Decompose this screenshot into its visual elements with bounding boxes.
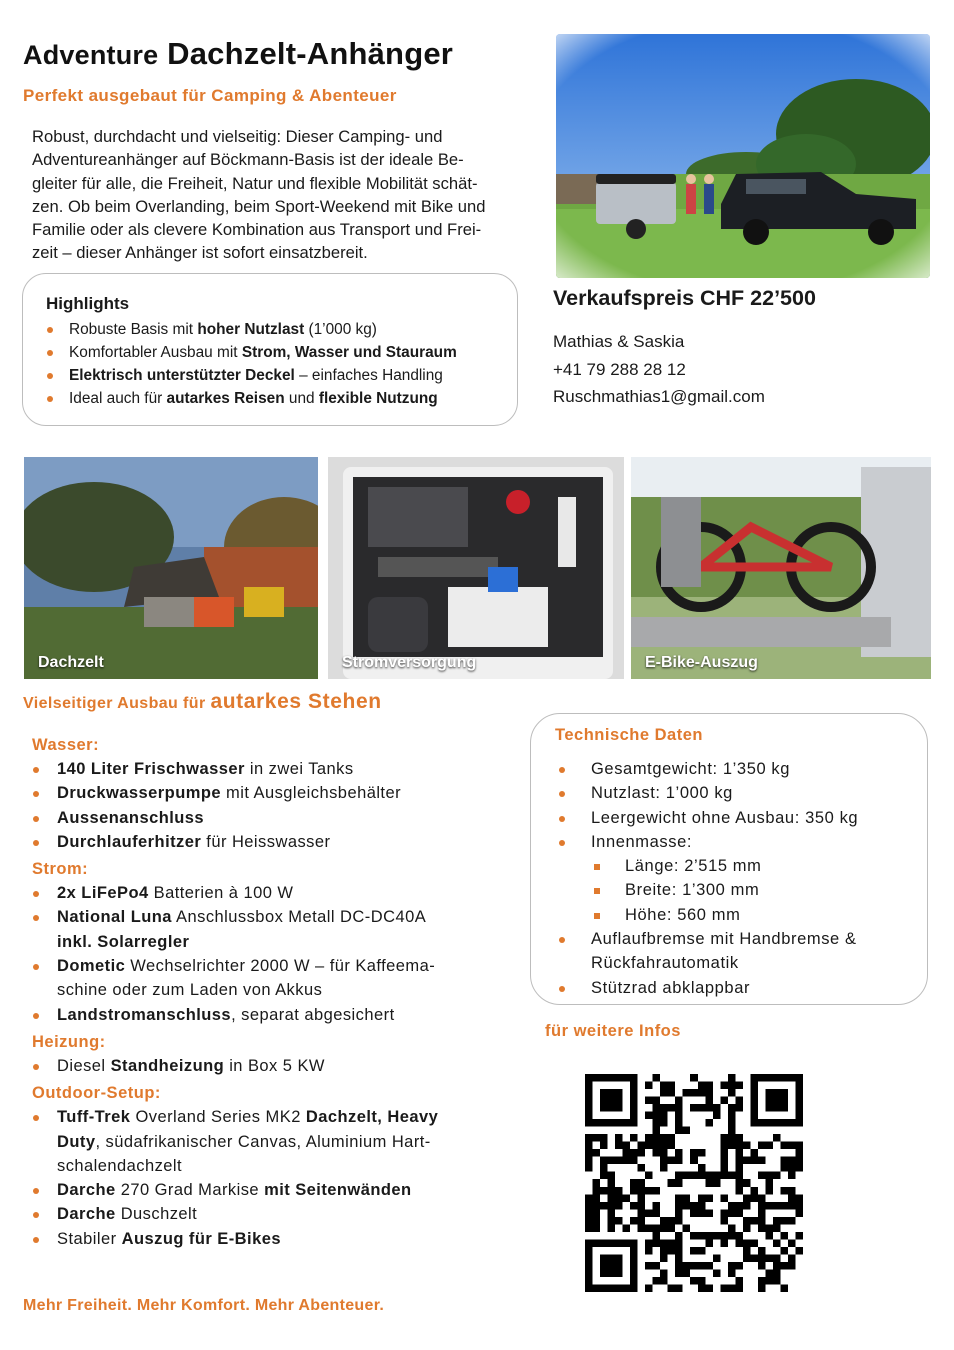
- photo-stromversorgung: [328, 457, 624, 679]
- intro-paragraph: [32, 125, 537, 265]
- contact-name: Mathias & Saskia: [553, 332, 685, 351]
- qr-code[interactable]: [585, 1074, 803, 1292]
- tech-item: Stützrad abklappbar: [555, 976, 927, 1000]
- list-item: Aussenanschluss: [32, 806, 512, 830]
- photo-ebike-illustration: [631, 457, 931, 679]
- tech-subitem: Breite: 1’300 mm: [591, 878, 927, 902]
- section-title: Vielseitiger Ausbau für autarkes Stehen: [23, 690, 382, 713]
- tech-item: Gesamtgewicht: 1’350 kg: [555, 757, 927, 781]
- list-item: National Luna Anschlussbox Metall DC-DC40A inkl. Solarregler: [32, 905, 512, 954]
- highlight-item: Komfortabler Ausbau mit Strom, Wasser und Stauraum: [46, 341, 495, 364]
- tech-item: Leergewicht ohne Ausbau: 350 kg: [555, 806, 927, 830]
- category-heizung: Heizung:: [32, 1032, 106, 1051]
- list-item: Darche Duschzelt: [32, 1202, 512, 1226]
- photo-caption: Dachzelt: [38, 654, 104, 671]
- intro-line: Robust, durchdacht und vielseitig: Dieser Camping- und: [32, 127, 443, 146]
- category-outdoor: Outdoor-Setup:: [32, 1084, 161, 1103]
- photo-dachzelt-illustration: [24, 457, 318, 679]
- tech-item: Innenmasse: Länge: 2’515 mm Breite: 1’300 mm Höhe: 560 mm: [555, 830, 927, 927]
- contact-email[interactable]: Ruschmathias1@gmail.com: [553, 387, 765, 406]
- photo-ebike-auszug: [631, 457, 931, 679]
- contact-phone[interactable]: +41 79 288 28 12: [553, 359, 686, 379]
- qr-code-graphic[interactable]: [585, 1074, 803, 1292]
- highlights-title: Highlights: [46, 294, 130, 313]
- list-item: Durchlauferhitzer für Heisswasser: [32, 830, 512, 854]
- photo-dachzelt: [24, 457, 318, 679]
- list-item: Darche 270 Grad Markise mit Seitenwänden: [32, 1178, 512, 1202]
- sale-price: Verkaufspreis CHF 22’500: [553, 286, 816, 310]
- tech-item: Nutzlast: 1’000 kg: [555, 781, 927, 805]
- highlights-box: [22, 273, 518, 426]
- page-subtitle: Perfekt ausgebaut für Camping & Abenteuer: [23, 86, 397, 105]
- title-part-2: Dachzelt-Anhänger: [167, 36, 454, 71]
- intro-line: Familie oder als clevere Kombination aus Transport und Frei-: [32, 220, 482, 240]
- list-item: Stabiler Auszug für E-Bikes: [32, 1227, 512, 1251]
- highlight-item: Elektrisch unterstützter Deckel – einfaches Handling: [46, 364, 495, 387]
- footer-slogan: Mehr Freiheit. Mehr Komfort. Mehr Abenteuer.: [23, 1297, 385, 1314]
- technical-data-box: [530, 713, 928, 1005]
- intro-line: gleiter für alle, die Freiheit, Natur und flexible Mobilität schät-: [32, 173, 478, 193]
- highlight-item: Robuste Basis mit hoher Nutzlast (1’000 kg): [46, 318, 495, 341]
- list-item: 140 Liter Frischwasser in zwei Tanks: [32, 757, 512, 781]
- intro-line: Adventureanhänger auf Böckmann-Basis ist der ideale Be-: [32, 150, 464, 170]
- tech-subitem: Höhe: 560 mm: [591, 903, 927, 927]
- category-strom: Strom:: [32, 860, 89, 879]
- list-item: Landstromanschluss, separat abgesichert: [32, 1003, 512, 1027]
- technical-data-title: Technische Daten: [555, 726, 703, 744]
- tech-item: Auflaufbremse mit Handbremse & Rückfahrautomatik: [555, 927, 927, 976]
- list-item: 2x LiFePo4 Batterien à 100 W: [32, 881, 512, 905]
- photo-caption: E-Bike-Auszug: [645, 654, 758, 671]
- equipment-list: [32, 733, 512, 1251]
- more-info-label: für weitere Infos: [545, 1022, 681, 1040]
- tech-subitem: Länge: 2’515 mm: [591, 854, 927, 878]
- list-item: Tuff-Trek Overland Series MK2 Dachzelt, Heavy Duty, südafrikanischer Canvas, Aluminium Hart- schalendachzelt: [32, 1105, 512, 1178]
- title-part-1: Adventure: [23, 40, 159, 70]
- intro-line: zeit – dieser Anhänger ist sofort einsatzbereit.: [32, 243, 368, 263]
- highlight-item: Ideal auch für autarkes Reisen und flexible Nutzung: [46, 387, 495, 410]
- hero-photo-trailer: [556, 34, 930, 278]
- photo-stromversorgung-illustration: [328, 457, 624, 679]
- photo-caption: Stromversorgung: [342, 654, 477, 671]
- list-item: Druckwasserpumpe mit Ausgleichsbehälter: [32, 781, 512, 805]
- category-wasser: Wasser:: [32, 736, 100, 754]
- contact-block: [553, 328, 765, 411]
- list-item: Dometic Wechselrichter 2000 W – für Kaffeema- schine oder zum Laden von Akkus: [32, 954, 512, 1003]
- intro-line: zen. Ob beim Overlanding, beim Sport-Weekend mit Bike und: [32, 196, 486, 216]
- hero-photo-illustration: [556, 34, 930, 278]
- list-item: Diesel Standheizung in Box 5 KW: [32, 1054, 512, 1078]
- page-title: [23, 36, 453, 72]
